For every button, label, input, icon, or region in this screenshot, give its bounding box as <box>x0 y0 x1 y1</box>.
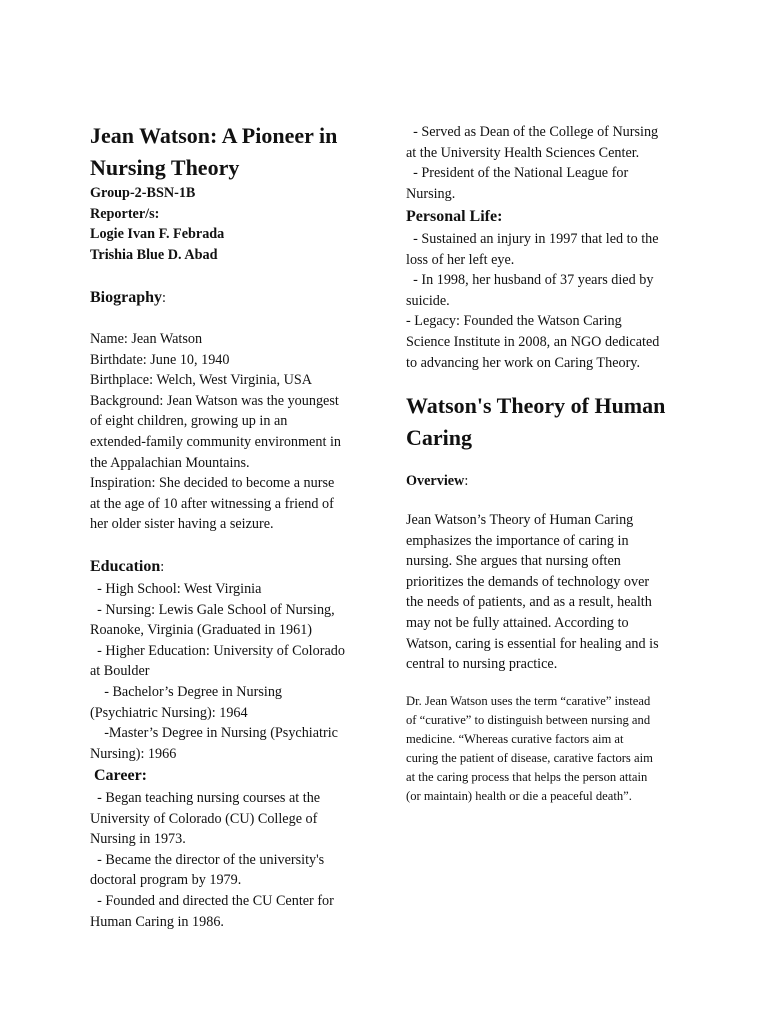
biography-line: of eight children, growing up in an <box>90 413 288 430</box>
overview-line: prioritizes the demands of technology over <box>406 573 650 590</box>
personal-line: loss of her left eye. <box>406 251 515 268</box>
career-line: Nursing in 1973. <box>90 831 186 848</box>
career-line: - Founded and directed the CU Center for <box>90 892 334 909</box>
biography-line: Name: Jean Watson <box>90 331 203 347</box>
personal-line: - In 1998, her husband of 37 years died by <box>406 272 654 289</box>
overview-heading <box>406 471 698 492</box>
career-line: Human Caring in 1986. <box>90 913 224 930</box>
personal-line: Science Institute in 2008, an NGO dedicated <box>406 333 660 350</box>
education-line: -Master’s Degree in Nursing (Psychiatric <box>90 725 338 742</box>
career-line: Nursing. <box>406 185 456 202</box>
biography-line: Inspiration: She decided to become a nurse <box>90 475 335 492</box>
carative-line: Dr. Jean Watson uses the term “carative” instead <box>406 694 651 708</box>
education-line: - High School: West Virginia <box>90 581 262 597</box>
personal-life-heading: Personal Life: <box>406 208 503 225</box>
education-heading-colon: : <box>160 559 165 575</box>
overview-line: central to nursing practice. <box>406 656 558 673</box>
carative-line: at the caring process that helps the person attain <box>406 770 648 784</box>
biography-heading-text: Biography <box>90 289 163 306</box>
overview-heading-text: Overview <box>406 473 465 489</box>
overview-line: the needs of patients, and as a result, health <box>406 594 652 611</box>
reporter-info <box>90 183 380 265</box>
education-heading <box>90 556 380 578</box>
overview-line: nursing. She argues that nursing often <box>406 553 621 570</box>
biography-line: at the age of 10 after witnessing a friend of <box>90 495 334 512</box>
career-section <box>90 788 380 932</box>
reporters-label: Reporter/s: <box>90 205 160 222</box>
education-line: - Bachelor’s Degree in Nursing <box>90 683 283 700</box>
carative-line: (or maintain) health or die a peaceful death”. <box>406 789 632 803</box>
carative-line: of “curative” to distinguish between nursing and <box>406 713 651 727</box>
education-line: Nursing): 1966 <box>90 745 177 762</box>
career-line: - Began teaching nursing courses at the <box>90 790 321 806</box>
biography-section <box>90 329 380 535</box>
biography-line: the Appalachian Mountains. <box>90 454 250 471</box>
education-line: - Nursing: Lewis Gale School of Nursing, <box>90 601 335 618</box>
biography-line: her older sister having a seizure. <box>90 516 274 533</box>
career-line: University of Colorado (CU) College of <box>90 810 318 827</box>
carative-line: curing the patient of disease, carative factors aim <box>406 751 653 765</box>
education-section <box>90 579 380 764</box>
career-line: at the University Health Sciences Center. <box>406 144 640 161</box>
education-line: at Boulder <box>90 663 150 680</box>
overview-line: Jean Watson’s Theory of Human Caring <box>406 512 634 528</box>
education-heading-text: Education <box>90 558 161 575</box>
career-heading: Career: <box>94 767 147 784</box>
reporter-name: Logie Ivan F. Febrada <box>90 226 225 243</box>
personal-life-section <box>406 229 698 373</box>
education-line: - Higher Education: University of Colorado <box>90 642 345 659</box>
overview-section <box>406 510 698 675</box>
biography-heading-colon: : <box>162 290 166 306</box>
biography-line: Birthdate: June 10, 1940 <box>90 351 230 368</box>
personal-line: - Sustained an injury in 1997 that led to the <box>406 231 659 247</box>
career-line: - Served as Dean of the College of Nursing <box>406 124 659 140</box>
career-line: - President of the National League for <box>406 165 629 182</box>
overview-heading-colon: : <box>464 473 469 489</box>
career-continued <box>406 122 698 204</box>
carative-line: medicine. “Whereas curative factors aim at <box>406 732 624 746</box>
biography-heading <box>90 287 380 309</box>
overview-line: Watson, caring is essential for healing and is <box>406 635 659 652</box>
personal-line: suicide. <box>406 292 450 309</box>
theory-title: Watson's Theory of Human Caring <box>406 393 666 450</box>
biography-line: Birthplace: Welch, West Virginia, USA <box>90 372 312 389</box>
biography-line: Background: Jean Watson was the youngest <box>90 392 339 409</box>
overview-line: may not be fully attained. According to <box>406 614 629 631</box>
education-line: Roanoke, Virginia (Graduated in 1961) <box>90 622 313 639</box>
reporter-name: Trishia Blue D. Abad <box>90 246 218 263</box>
group-label: Group-2-BSN-1B <box>90 185 196 201</box>
overview-line: emphasizes the importance of caring in <box>406 532 629 549</box>
education-line: (Psychiatric Nursing): 1964 <box>90 704 248 721</box>
personal-line: to advancing her work on Caring Theory. <box>406 354 641 371</box>
biography-line: extended-family community environment in <box>90 433 341 450</box>
carative-section <box>406 692 698 806</box>
career-line: doctoral program by 1979. <box>90 872 242 889</box>
career-line: - Became the director of the university's <box>90 851 325 868</box>
page-title: Jean Watson: A Pioneer in Nursing Theory <box>90 123 338 180</box>
personal-line: - Legacy: Founded the Watson Caring <box>406 313 622 330</box>
